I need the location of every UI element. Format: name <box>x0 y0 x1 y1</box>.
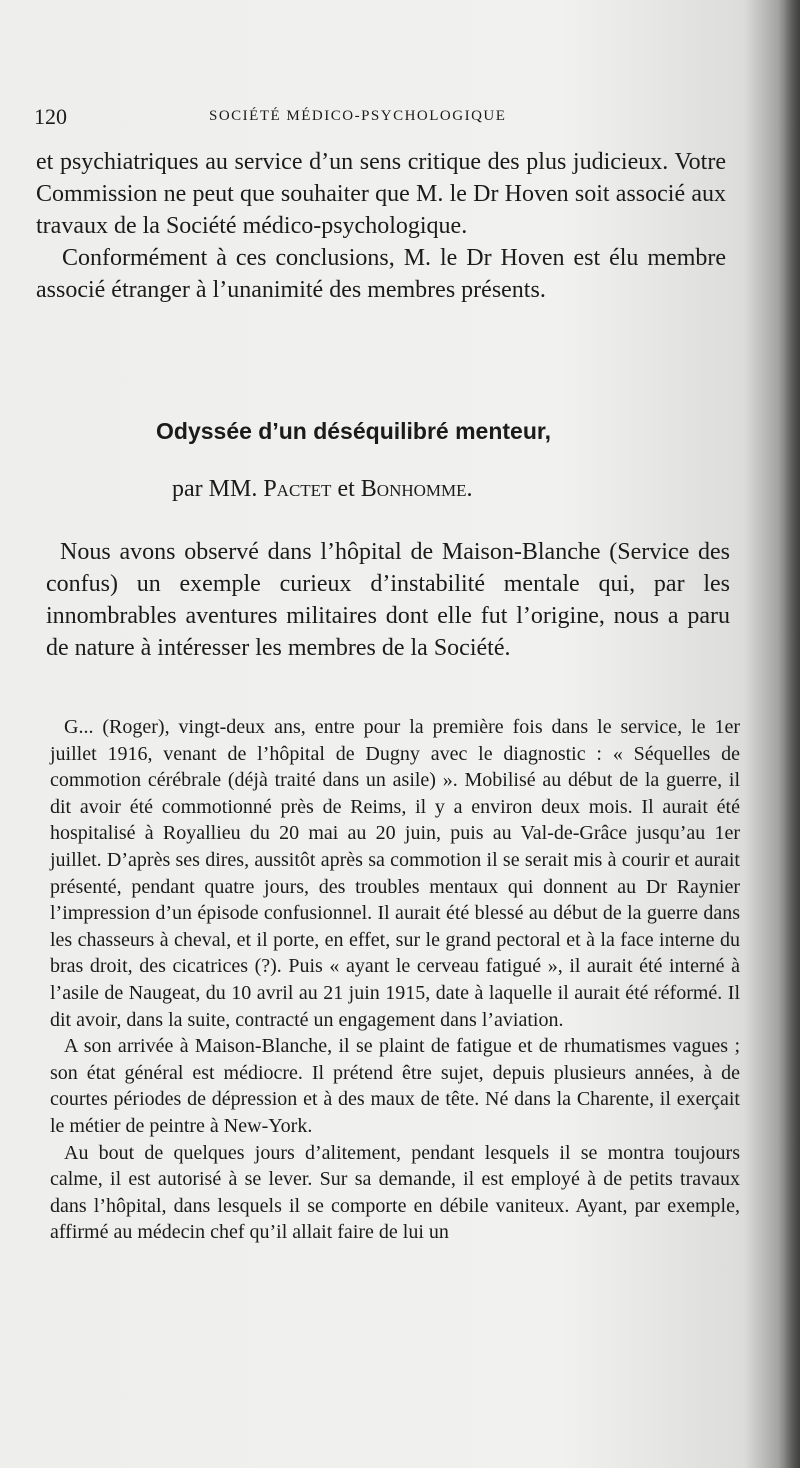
article-title: Odyssée d’un déséquilibré menteur, <box>156 418 551 444</box>
continuation-paragraph: et psychiatriques au service d’un sens critique des plus judicieux. Votre Commission ne peut que souhaiter que M. le Dr Hoven soit associé aux travaux de la Société médico-psychologique. <box>36 149 726 239</box>
byline-prefix: par MM. <box>172 476 258 502</box>
article-intro <box>46 536 730 664</box>
author-name: Pactet <box>263 476 332 502</box>
continuation-text <box>36 146 726 306</box>
intro-paragraph: Nous avons observé dans l’hôpital de Maison-Blanche (Service des confus) un exemple curieux d’instabilité mentale qui, par les innombrables aventures militaires dont elle fut l’origine, nous a paru de nature à intéresser les membres de la Société. <box>46 539 730 661</box>
binding-shadow <box>778 0 800 1468</box>
case-report <box>50 714 740 1246</box>
case-paragraph: Au bout de quelques jours d’alitement, pendant lesquels il se montra toujours calme, il est autorisé à se lever. Sur sa demande, il est employé à de petits travaux dans l’hôpital, dans lesquels il se comporte en débile vaniteux. Ayant, par exemple, affirmé au médecin chef qu’il allait faire de lui un <box>50 1141 740 1244</box>
article-byline <box>172 476 473 503</box>
case-paragraph: G... (Roger), vingt-deux ans, entre pour la première fois dans le service, le 1er juillet 1916, venant de l’hôpital de Dugny avec le diagnostic : « Séquelles de commotion cérébrale (déjà traité dans un asile) ». Mobilisé au début de la guerre, il dit avoir été commotionné près de Reims, il y a environ deux mois. Il aurait été hospitalisé à Royallieu du 20 mai au 20 juin, puis au Val-de-Grâce jusqu’au 1er juillet. D’après ses dires, aussitôt après sa commotion il se serait mis à courir et aurait présenté, pendant quatre jours, des troubles mentaux qui donnent au Dr Raynier l’impression d’un épisode confusionnel. Il aurait été blessé au début de la guerre dans les chasseurs à cheval, et il porte, en effet, sur le grand pectoral et à la face interne du bras droit, des cicatrices (?). Puis « ayant le cerveau fatigué », il aurait été interné à l’asile de Naugeat, du 10 avril au 21 juin 1915, date à laquelle il aurait été réformé. Il dit avoir, dans la suite, contracté un engagement dans l’aviation. <box>50 716 740 1031</box>
page-number: 120 <box>34 104 67 129</box>
page-header <box>34 104 734 134</box>
running-title: SOCIÉTÉ MÉDICO-PSYCHOLOGIQUE <box>209 108 507 124</box>
author-name: Bonhomme. <box>360 476 473 502</box>
byline-conjunction: et <box>337 476 355 502</box>
case-paragraph: A son arrivée à Maison-Blanche, il se plaint de fatigue et de rhumatismes vagues ; son état général est médiocre. Il prétend être sujet, depuis plusieurs années, à de courtes périodes de dépression et à des maux de tête. Né dans la Charente, il exerçait le métier de peintre à New-York. <box>50 1035 740 1137</box>
continuation-paragraph: Conformément à ces conclusions, M. le Dr Hoven est élu membre associé étranger à l’unanimité des membres présents. <box>36 245 726 303</box>
